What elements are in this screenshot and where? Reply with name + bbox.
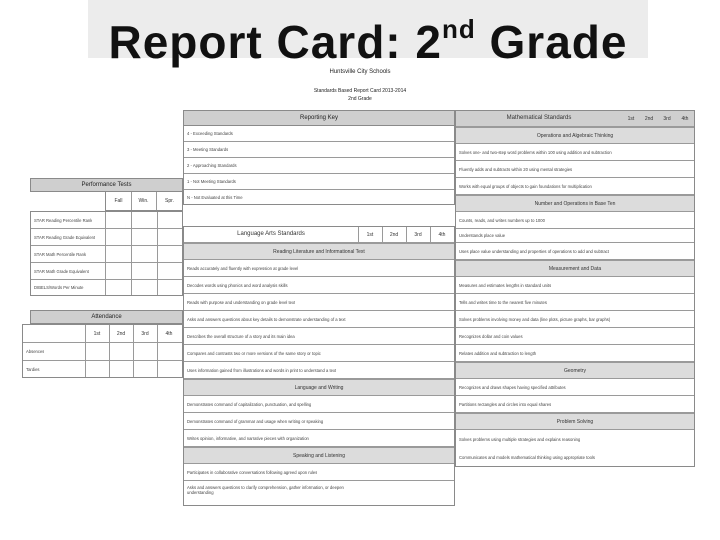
standard-text: Relates addition and subtraction to length [459,350,537,356]
quarter-2: 2nd [389,232,399,238]
table-row [31,246,182,263]
quarter-4: 4th [681,116,689,122]
attendance-table [22,324,183,378]
reporting-key [183,110,455,205]
standard-text: Recognizes dollar and coin values [459,333,523,339]
math-title: Mathematical Standards [506,115,572,121]
standard-row [184,362,454,379]
standard-text: Decodes words using phonics and word analysis skills [187,282,288,288]
standard-text: Asks and answers questions about key details to demonstrate understanding of a text [187,316,346,322]
standard-text: Works with equal groups of objects to gain foundations for multiplication [459,183,592,189]
attendance-label: Tardies [26,366,40,372]
key-row [184,126,454,142]
standard-text: Solves one- and two-step word problems within 100 using addition and subtraction [459,149,612,155]
standard-text: Writes opinion, informative, and narrative pieces with organization [187,435,309,441]
standard-row [184,277,454,294]
standard-text: Reads accurately and fluently with expression at grade level [187,265,299,271]
quarter-1: 1st [93,331,101,337]
column-spring: Spr. [165,198,174,204]
math-header-row [456,111,694,127]
attendance-header: Attendance [30,310,183,324]
standard-text: Communicates and models mathematical thinking using appropriate tools [459,455,595,460]
section-header: Language and Writing [184,379,454,396]
test-name: STAR Reading Percentile Rank [34,217,93,223]
standard-text: Participates in collaborative conversations following agreed upon rules [187,469,318,475]
standard-row [184,260,454,277]
standard-text: Describes the overall structure of a story and its main idea [187,333,295,339]
section-header: Speaking and Listening [184,447,454,464]
standard-text: Reads with purpose and understanding on grade level text [187,299,296,305]
standard-row [184,396,454,413]
page-title: Report Card: 2nd Grade [108,14,628,68]
standard-row [456,328,694,345]
standard-row [184,328,454,345]
table-row [31,229,182,246]
test-name: STAR Reading Grade Equivalent [34,234,96,240]
standard-row [456,277,694,294]
standard-row [456,243,694,260]
standard-row [456,379,694,396]
standard-text: Demonstrates command of capitalization, punctuation, and spelling [187,401,312,407]
standard-text: Fluently adds and subtracts within 20 using mental strategies [459,166,573,172]
performance-table [30,211,183,296]
standard-row [184,311,454,328]
key-text: 2 - Approaching Standards [187,163,237,168]
standard-text: Solves problems using multiple strategies and explains reasoning [459,437,581,442]
key-text: 4 - Exceeding Standards [187,131,233,136]
standard-row [456,294,694,311]
standard-text: Solves problems involving money and data (line plots, picture graphs, bar graphs) [459,316,611,322]
standard-text: Uses place value understanding and properties of operations to add and subtract [459,248,609,254]
reporting-key-header: Reporting Key [183,110,455,126]
key-row [184,158,454,174]
standard-text: Tells and writes time to the nearest five minutes [459,299,547,305]
section-header: Problem Solving [456,413,694,430]
performance-columns [105,191,183,211]
school-name: Huntsville City Schools [329,69,391,75]
standard-row [184,481,454,505]
standard-row [184,294,454,311]
section-header: Geometry [456,362,694,379]
standard-text: Measures and estimates lengths in standard units [459,282,552,288]
attendance-label: Absences [26,349,45,354]
test-name: STAR Math Percentile Rank [34,251,87,257]
table-row [23,361,182,377]
section-header: Measurement and Data [456,260,694,277]
quarter-2: 2nd [116,331,126,337]
quarter-3: 3rd [414,232,422,238]
test-name: DIBELS/Words Per Minute [34,285,84,290]
quarter-1: 1st [366,232,374,238]
key-row [184,142,454,158]
standard-row [184,464,454,481]
standard-row [456,212,694,229]
quarter-3: 3rd [663,116,671,122]
standard-row [184,345,454,362]
standard-row [456,178,694,195]
table-row [23,343,182,361]
standard-row [456,345,694,362]
standard-row [456,229,694,243]
column-fall: Fall [114,198,123,204]
math-table [455,110,695,450]
column-winter: Win. [138,198,149,204]
standard-text: Compares and contrasts two or more versions of the same story or topic [187,350,321,356]
quarter-4: 4th [438,232,446,238]
key-text: 1 - Not Meeting Standards [187,179,236,184]
standard-text: Partitions rectangles and circles into equal shares [459,401,552,407]
test-name: STAR Math Grade Equivalent [34,268,89,274]
standard-text: Understands place value [459,233,506,238]
standard-text: Recognizes and draws shapes having specified attributes [459,384,566,390]
section-header: Operations and Algebraic Thinking [456,127,694,144]
standard-row [456,161,694,178]
standard-row [456,396,694,413]
key-text: N - Not Evaluated at this Time [187,195,243,200]
standard-row [455,449,695,467]
section-header: Reading Literature and Informational Text [184,243,454,260]
language-arts-table [183,226,455,506]
standard-text: Counts, reads, and writes numbers up to 1000 [459,217,545,223]
quarter-4: 4th [165,331,173,337]
report-name: Standards Based Report Card 2013-2014 [313,88,407,94]
table-row [23,325,182,343]
section-header: Number and Operations in Base Ten [456,195,694,212]
quarter-3: 3rd [141,331,149,337]
key-row [184,174,454,190]
key-text: 3 - Meeting Standards [187,147,229,152]
key-row [184,190,454,205]
standard-row [456,144,694,161]
standard-text: Asks and answers questions to clarify comprehension, gather information, or deepen understanding [187,485,344,495]
grade-label: 2nd Grade [348,96,372,102]
table-row [31,263,182,280]
standard-text: Uses information gained from illustrations and words in print to understand a text [187,367,337,373]
standard-row [456,430,694,449]
table-row [31,280,182,295]
quarter-1: 1st [627,116,635,122]
standard-row [184,430,454,447]
standard-row [184,413,454,430]
performance-tests-header: Performance Tests [30,178,183,192]
language-arts-title: Language Arts Standards [237,231,305,237]
standard-text: Demonstrates command of grammar and usage when writing or speaking [187,418,324,424]
language-arts-header-row [184,227,454,243]
table-row [31,212,182,229]
quarter-2: 2nd [644,116,654,122]
standard-row [456,311,694,328]
